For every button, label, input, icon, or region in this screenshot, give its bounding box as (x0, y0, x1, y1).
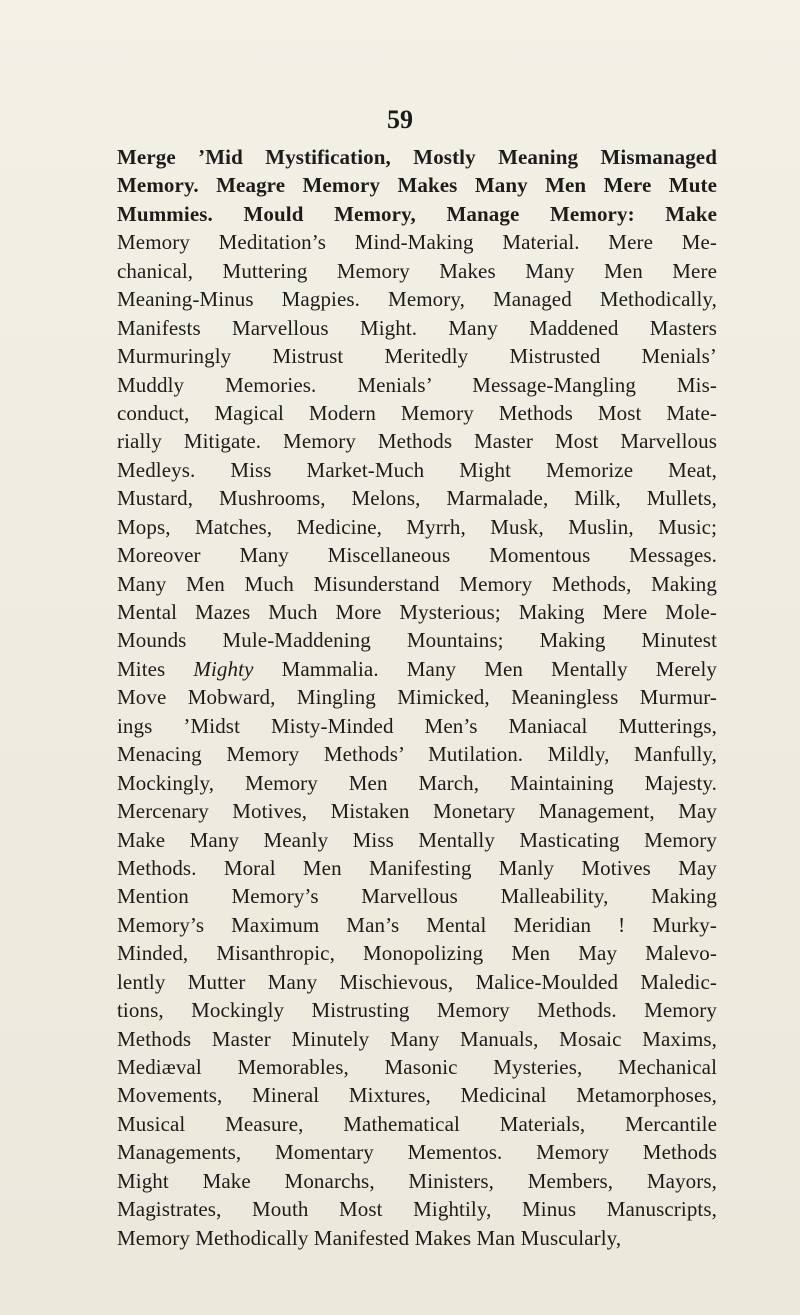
text-line: Managements, Momentary Mementos. Memory Methods (117, 1140, 717, 1165)
text-line: rially Mitigate. Memory Methods Master Most Marvellous (117, 429, 717, 454)
text-segment: Mites (117, 656, 166, 681)
text-line: Methods Master Minutely Many Manuals, Mosaic Maxims, (117, 1026, 717, 1051)
text-segment: Mammalia. Many Men Mentally Merely (281, 656, 717, 681)
text-line: Mercenary Motives, Mistaken Monetary Management, May (117, 799, 717, 824)
text-line: Moreover Many Miscellaneous Momentous Messages. (117, 543, 717, 568)
text-line-mixed (117, 655, 717, 683)
text-line: conduct, Magical Modern Memory Methods Most Mate- (117, 400, 717, 425)
text-line: Murmuringly Mistrust Meritedly Mistrusted Menials’ (117, 344, 717, 369)
text-line: Manifests Marvellous Might. Many Maddened Masters (117, 315, 717, 340)
text-line: Methods. Moral Men Manifesting Manly Motives May (117, 855, 717, 880)
text-line: Mustard, Mushrooms, Melons, Marmalade, Milk, Mullets, (117, 486, 717, 511)
text-line: chanical, Muttering Memory Makes Many Men Mere (117, 258, 717, 283)
text-line: Mention Memory’s Marvellous Malleability, Making (117, 884, 717, 909)
body-text (117, 143, 717, 1252)
text-line: Memory Methodically Manifested Makes Man Muscularly, (117, 1225, 622, 1250)
text-line: Medleys. Miss Market-Much Might Memorize Meat, (117, 457, 717, 482)
text-line: Make Many Meanly Miss Mentally Masticating Memory (117, 827, 717, 852)
text-line: Magistrates, Mouth Most Mightily, Minus Manuscripts, (117, 1197, 717, 1222)
text-line: Musical Measure, Mathematical Materials, Mercantile (117, 1111, 717, 1136)
page-number: 59 (387, 105, 413, 134)
text-line: Mockingly, Memory Men March, Maintaining Majesty. (117, 770, 717, 795)
text-line: Mops, Matches, Medicine, Myrrh, Musk, Muslin, Music; (117, 514, 717, 539)
text-line: Memory. Meagre Memory Makes Many Men Mere Mute (117, 173, 717, 198)
text-line: Move Mobward, Mingling Mimicked, Meaningless Murmur- (117, 685, 717, 710)
text-line: Mounds Mule-Maddening Mountains; Making Minutest (117, 628, 717, 653)
text-line: ings ’Midst Misty-Minded Men’s Maniacal Mutterings, (117, 713, 717, 738)
text-line: tions, Mockingly Mistrusting Memory Methods. Memory (117, 998, 717, 1023)
text-line: Mediæval Memorables, Masonic Mysteries, Mechanical (117, 1055, 717, 1079)
text-line: Meaning-Minus Magpies. Memory, Managed Methodically, (117, 287, 717, 312)
text-line: Menacing Memory Methods’ Mutilation. Mildly, Manfully, (117, 742, 717, 767)
text-line: Mental Mazes Much More Mysterious; Making Mere Mole- (117, 600, 717, 624)
text-line: Memory’s Maximum Man’s Mental Meridian ! Murky- (117, 912, 717, 937)
text-line: Minded, Misanthropic, Monopolizing Men May Malevo- (117, 941, 717, 966)
text-line: Might Make Monarchs, Ministers, Members, Mayors, (117, 1168, 717, 1193)
text-line: Merge ’Mid Mystification, Mostly Meaning Mismanaged (117, 145, 717, 169)
text-line: Mummies. Mould Memory, Manage Memory: Make (117, 201, 717, 226)
text-line: Muddly Memories. Menials’ Message-Mangling Mis- (117, 372, 717, 397)
text-line: lently Mutter Many Mischievous, Malice-Moulded Maledic- (117, 969, 717, 994)
text-line: Movements, Mineral Mixtures, Medicinal Metamorphoses, (117, 1083, 717, 1108)
text-line: Memory Meditation’s Mind-Making Material. Mere Me- (117, 230, 717, 255)
italic-word: Mighty (193, 656, 254, 681)
text-line: Many Men Much Misunderstand Memory Methods, Making (117, 571, 717, 596)
